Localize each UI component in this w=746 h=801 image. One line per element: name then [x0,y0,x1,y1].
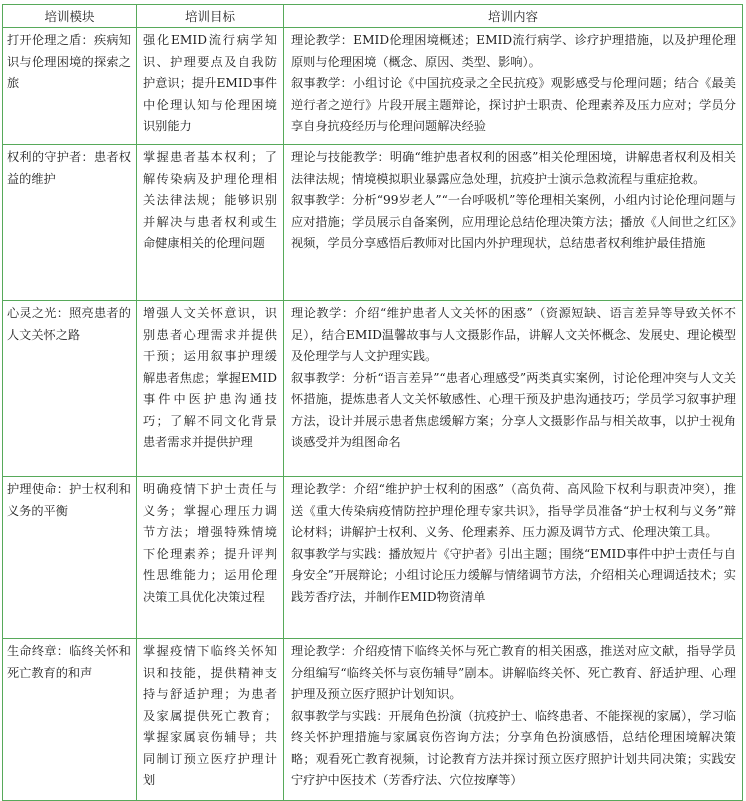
content-paragraph: 理论教学：介绍“维护患者人文关怀的困惑”（资源短缺、语言差异等导致关怀不足），结合EMID温馨故事与人文摄影作品，讲解人文关怀概念、发展史、理论模型及伦理学与人文护理实践。 [291,306,736,363]
table-row [3,477,743,639]
content-paragraph: 叙事教学与实践：播放短片《守护者》引出主题；围绕“EMID事件中护士责任与自身安全”开展辩论；小组讨论压力缓解与情绪调节方法，介绍相关心理调适技术；实践芳香疗法，并制作EMID物资清单 [291,546,736,604]
training-table [2,4,743,801]
table-row [3,639,743,801]
content-paragraph: 叙事教学：分析“语言差异”“患者心理感受”两类真实案例，讨论伦理冲突与人文关怀措施，提炼患者人文关怀敏感性、心理干预及护患沟通技巧；学员学习叙事护理方法，设计并展示患者焦虑缓解方案；分享人文摄影作品与相关故事，以护士视角谈感受并为组图命名 [291,370,736,449]
table-row [3,145,743,301]
module-cell: 权利的守护者：患者权益的维护 [3,145,137,301]
module-cell: 打开伦理之盾：疾病知识与伦理困境的探索之旅 [3,28,137,145]
content-paragraph: 叙事教学与实践：开展角色扮演（抗疫护士、临终患者、不能探视的家属），学习临终关怀护理措施与家属哀伤咨询方法；分享角色扮演感悟，总结伦理困境解决策略；观看死亡教育视频，讨论教育方法并探讨预立医疗照护计划共同决策；实践安宁疗护中医技术（芳香疗法、穴位按摩等） [291,708,736,787]
content-cell [284,301,743,477]
goal-cell: 增强人文关怀意识，识别患者心理需求并提供干预；运用叙事护理缓解患者焦虑；掌握EMID事件中医护患沟通技巧；了解不同文化背景患者需求并提供护理 [137,301,284,477]
content-paragraph: 叙事教学：小组讨论《中国抗疫录之全民抗疫》观影感受与伦理问题；结合《最美逆行者之逆行》片段开展主题辩论，探讨护士职责、伦理素养及压力应对；学员分享自身抗疫经历与伦理问题解决经验 [291,76,736,133]
module-cell: 护理使命：护士权利和义务的平衡 [3,477,137,639]
table-row [3,301,743,477]
content-paragraph: 理论教学：介绍“维护护士权利的困惑”（高负荷、高风险下权利与职责冲突），推送《重大传染病疫情防控护理伦理专家共识》，指导学员准备“护士权利与义务”辩论材料；讲解护士权利、义务、伦理素养、压力源及调节方式、伦理决策工具。 [291,482,736,539]
module-cell: 心灵之光：照亮患者的人文关怀之路 [3,301,137,477]
content-cell [284,477,743,639]
goal-cell: 强化EMID流行病学知识、护理要点及自我防护意识；提升EMID事件中伦理认知与伦理困境识别能力 [137,28,284,145]
header-content: 培训内容 [284,5,743,28]
content-paragraph: 理论教学：EMID伦理困境概述；EMID流行病学、诊疗护理措施，以及护理伦理原则与伦理困境（概念、原因、类型、影响）。 [291,33,736,69]
content-cell [284,145,743,301]
content-cell [284,639,743,801]
goal-cell: 掌握疫情下临终关怀知识和技能，提供精神支持与舒适护理；为患者及家属提供死亡教育；掌握家属哀伤辅导；共同制订预立医疗护理计划 [137,639,284,801]
goal-cell: 掌握患者基本权利；了解传染病及护理伦理相关法律法规；能够识别并解决与患者权利或生命健康相关的伦理问题 [137,145,284,301]
table-header-row [3,5,743,28]
module-cell: 生命终章：临终关怀和死亡教育的和声 [3,639,137,801]
content-paragraph: 理论与技能教学：明确“维护患者权利的困惑”相关伦理困境，讲解患者权利及相关法律法规；情境模拟职业暴露应急处理，抗疫护士演示急救流程与重症抢救。 [291,150,736,186]
content-paragraph: 叙事教学：分析“99岁老人”“一台呼吸机”等伦理相关案例，小组内讨论伦理问题与应对措施；学员展示自备案例，应用理论总结伦理决策方法；播放《人间世之红区》视频，学员分享感悟后教师对比国内外护理现状，总结患者权利维护最佳措施 [291,193,736,250]
header-module: 培训模块 [3,5,137,28]
table-row [3,28,743,145]
content-paragraph: 理论教学：介绍疫情下临终关怀与死亡教育的相关困惑，推送对应文献，指导学员分组编写“临终关怀与哀伤辅导”剧本。讲解临终关怀、死亡教育、舒适护理、心理护理及预立医疗照护计划知识。 [291,644,736,701]
content-cell [284,28,743,145]
header-goal: 培训目标 [137,5,284,28]
goal-cell: 明确疫情下护士责任与义务；掌握心理压力调节方法；增强特殊情境下伦理素养；提升评判性思维能力；运用伦理决策工具优化决策过程 [137,477,284,639]
